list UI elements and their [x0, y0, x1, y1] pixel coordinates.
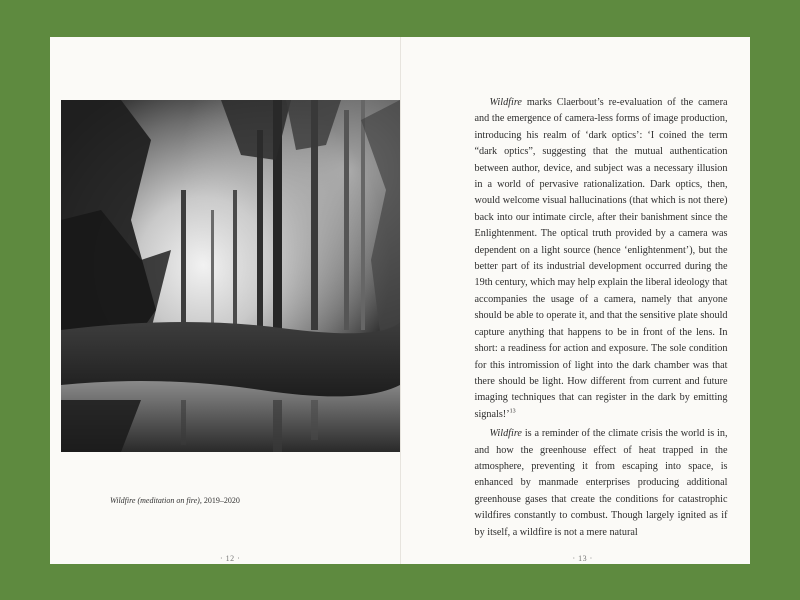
- paragraph-1-body: marks Claerbout’s re-evaluation of the camera and the emergence of camera-less forms of image production, introducing his realm of ‘dark optics’: ‘I coined the term “dark optics”, suggesting that the mutual authentication between author, device, and subject was a necessary illusion in a world of pervasive rationalization. Dark optics, then, would welcome visual hallucinations (that which is not there) back into our intimate circle, after their banishment since the Enlightenment. The optical truth provided by a camera was dependent on a light source (hence ‘enlightenment’), but the better part of its industrial development occurred during the 19th century, which may help explain the liberal ideology that accompanies the usage of a camera, namely that anyone should be able to operate it, and that the sensitive plate should capture anything that happens to be in front of the lens. In short: a readiness for action and exposure. The sole condition for this intromission of light into the dark chamber was that there should be light. How different from current and future imaging techniques that can register in the dark by emitting signals!’: [474, 97, 728, 420]
- paragraph-1: [475, 95, 728, 423]
- right-page: [401, 37, 751, 564]
- footnote-marker: 13: [509, 408, 516, 415]
- photo-caption: [110, 496, 240, 505]
- page-number-right: · 13 ·: [572, 554, 593, 563]
- body-text: [475, 95, 728, 541]
- paragraph-2-body: is a reminder of the climate crisis the world is in, and how the greenhouse effect of heat trapped in the atmosphere, preventing it from escaping into space, is enhanced by manmade enterprises producing additional greenhouse gases that create the conditions for catastrophic wildfires constantly to combust. Though largely ignited as if by itself, a wildfire is not a mere natural: [474, 428, 728, 538]
- page-number-left: · 12 ·: [220, 554, 241, 563]
- paragraph-2: [475, 426, 728, 541]
- caption-years: , 2019–2020: [199, 496, 240, 505]
- forest-fire-photograph: [61, 100, 400, 452]
- paragraph-2-lead: Wildfire: [489, 428, 522, 440]
- left-page: [50, 37, 401, 564]
- paragraph-1-lead: Wildfire: [489, 97, 522, 108]
- book-spread: [50, 37, 750, 564]
- caption-title: Wildfire (meditation on fire): [110, 496, 200, 505]
